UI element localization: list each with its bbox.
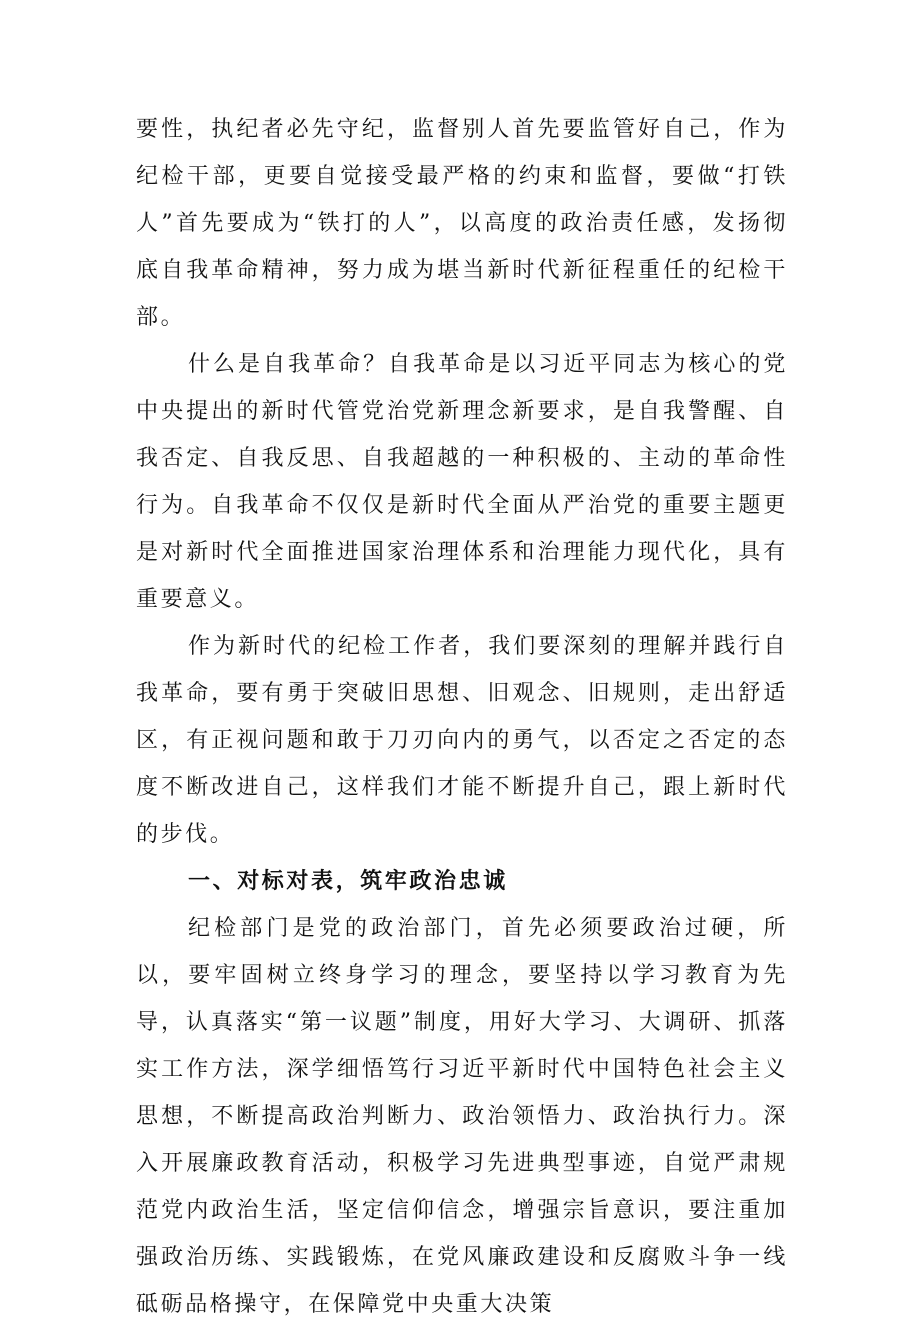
paragraph-1: 要性，执纪者必先守纪，监督别人首先要监管好自己，作为纪检干部，更要自觉接受最严格的约束和监督，要做“打铁人”首先要成为“铁打的人”，以高度的政治责任感，发扬彻底自我革命精神，努力成为堪当新时代新征程重任的纪检干部。 (136, 117, 788, 330)
paragraph-3: 作为新时代的纪检工作者，我们要深刻的理解并践行自我革命，要有勇于突破旧思想、旧观念、旧规则，走出舒适区，有正视问题和敢于刀刃向内的勇气，以否定之否定的态度不断改进自己，这样我们才能不断提升自己，跟上新时代的步伐。 (136, 634, 788, 847)
document-body (136, 106, 788, 1328)
paragraph-4: 纪检部门是党的政治部门，首先必须要政治过硬，所以，要牢固树立终身学习的理念，要坚持以学习教育为先导，认真落实“第一议题”制度，用好大学习、大调研、抓落实工作方法，深学细悟笃行习近平新时代中国特色社会主义思想，不断提高政治判断力、政治领悟力、政治执行力。深入开展廉政教育活动，积极学习先进典型事迹，自觉严肃规范党内政治生活，坚定信仰信念，增强宗旨意识，要注重加强政治历练、实践锻炼，在党风廉政建设和反腐败斗争一线砥砺品格操守，在保障党中央重大决策 (136, 916, 788, 1317)
paragraph-2: 什么是自我革命？自我革命是以习近平同志为核心的党中央提出的新时代管党治党新理念新要求，是自我警醒、自我否定、自我反思、自我超越的一种积极的、主动的革命性行为。自我革命不仅仅是新时代全面从严治党的重要主题更是对新时代全面推进国家治理体系和治理能力现代化，具有重要意义。 (136, 352, 788, 612)
section-heading-1: 一、对标对表，筑牢政治忠诚 (188, 869, 508, 894)
